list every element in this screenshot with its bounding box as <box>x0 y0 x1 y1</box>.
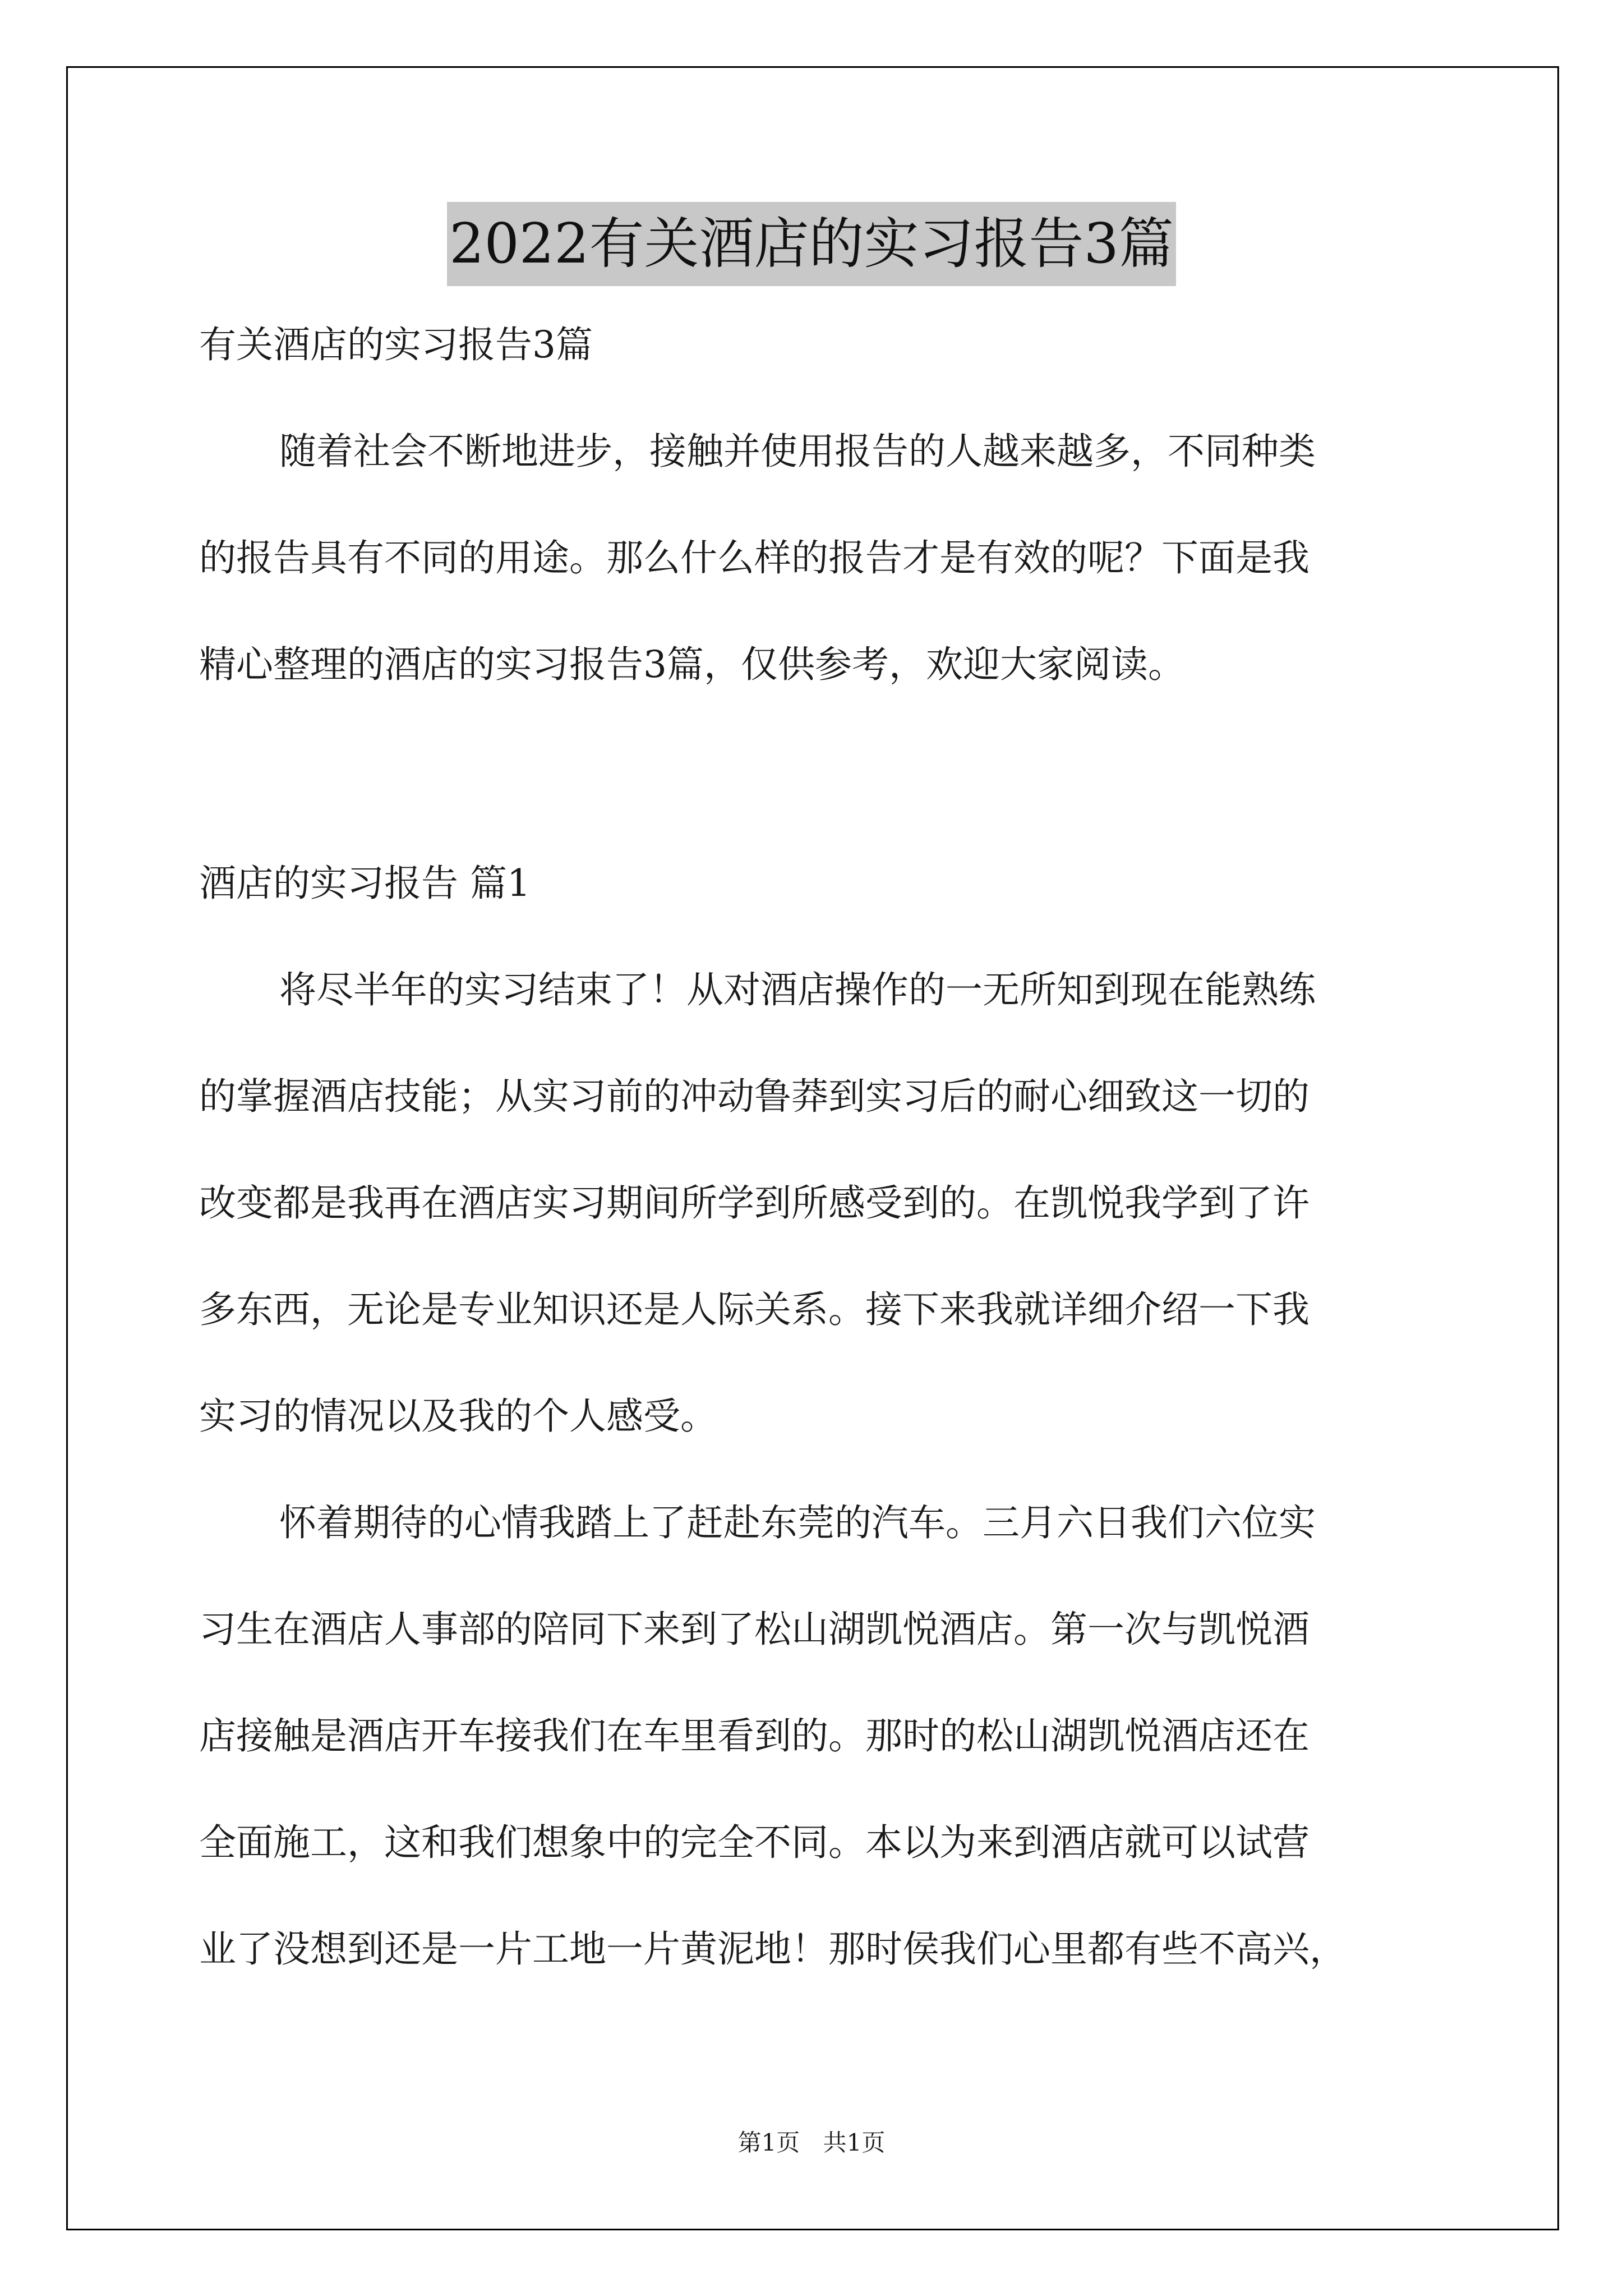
intro-line-1: 随着社会不断地进步，接触并使用报告的人越来越多，不同种类 <box>279 430 1316 473</box>
paragraph1-line-4: 多东西，无论是专业知识还是人际关系。接下来我就详细介绍一下我 <box>199 1288 1310 1331</box>
paragraph1-line-5: 实习的情况以及我的个人感受。 <box>199 1395 717 1438</box>
page-total: 共1页 <box>823 2129 886 2156</box>
paragraph2-line-1: 怀着期待的心情我踏上了赶赴东莞的汽车。三月六日我们六位实 <box>279 1501 1316 1544</box>
intro-line-2: 的报告具有不同的用途。那么什么样的报告才是有效的呢？下面是我 <box>199 536 1310 579</box>
document-subtitle: 有关酒店的实习报告3篇 <box>199 323 593 366</box>
page-footer <box>0 2126 1623 2160</box>
title-container <box>0 202 1623 286</box>
paragraph1-line-1: 将尽半年的实习结束了！从对酒店操作的一无所知到现在能熟练 <box>279 968 1316 1011</box>
section-heading: 酒店的实习报告 篇1 <box>199 862 531 905</box>
paragraph1-line-2: 的掌握酒店技能；从实习前的冲动鲁莽到实习后的耐心细致这一切的 <box>199 1075 1310 1118</box>
paragraph2-line-5: 业了没想到还是一片工地一片黄泥地！那时侯我们心里都有些不高兴， <box>199 1927 1347 1971</box>
intro-line-3: 精心整理的酒店的实习报告3篇，仅供参考，欢迎大家阅读。 <box>199 643 1185 686</box>
paragraph2-line-3: 店接触是酒店开车接我们在车里看到的。那时的松山湖凯悦酒店还在 <box>199 1714 1310 1757</box>
page-border <box>66 66 1559 2230</box>
paragraph2-line-2: 习生在酒店人事部的陪同下来到了松山湖凯悦酒店。第一次与凯悦酒 <box>199 1608 1310 1651</box>
page-number: 第1页 <box>737 2129 800 2156</box>
paragraph1-line-3: 改变都是我再在酒店实习期间所学到所感受到的。在凯悦我学到了许 <box>199 1181 1310 1225</box>
document-title: 2022有关酒店的实习报告3篇 <box>447 202 1176 286</box>
paragraph2-line-4: 全面施工，这和我们想象中的完全不同。本以为来到酒店就可以试营 <box>199 1821 1310 1864</box>
